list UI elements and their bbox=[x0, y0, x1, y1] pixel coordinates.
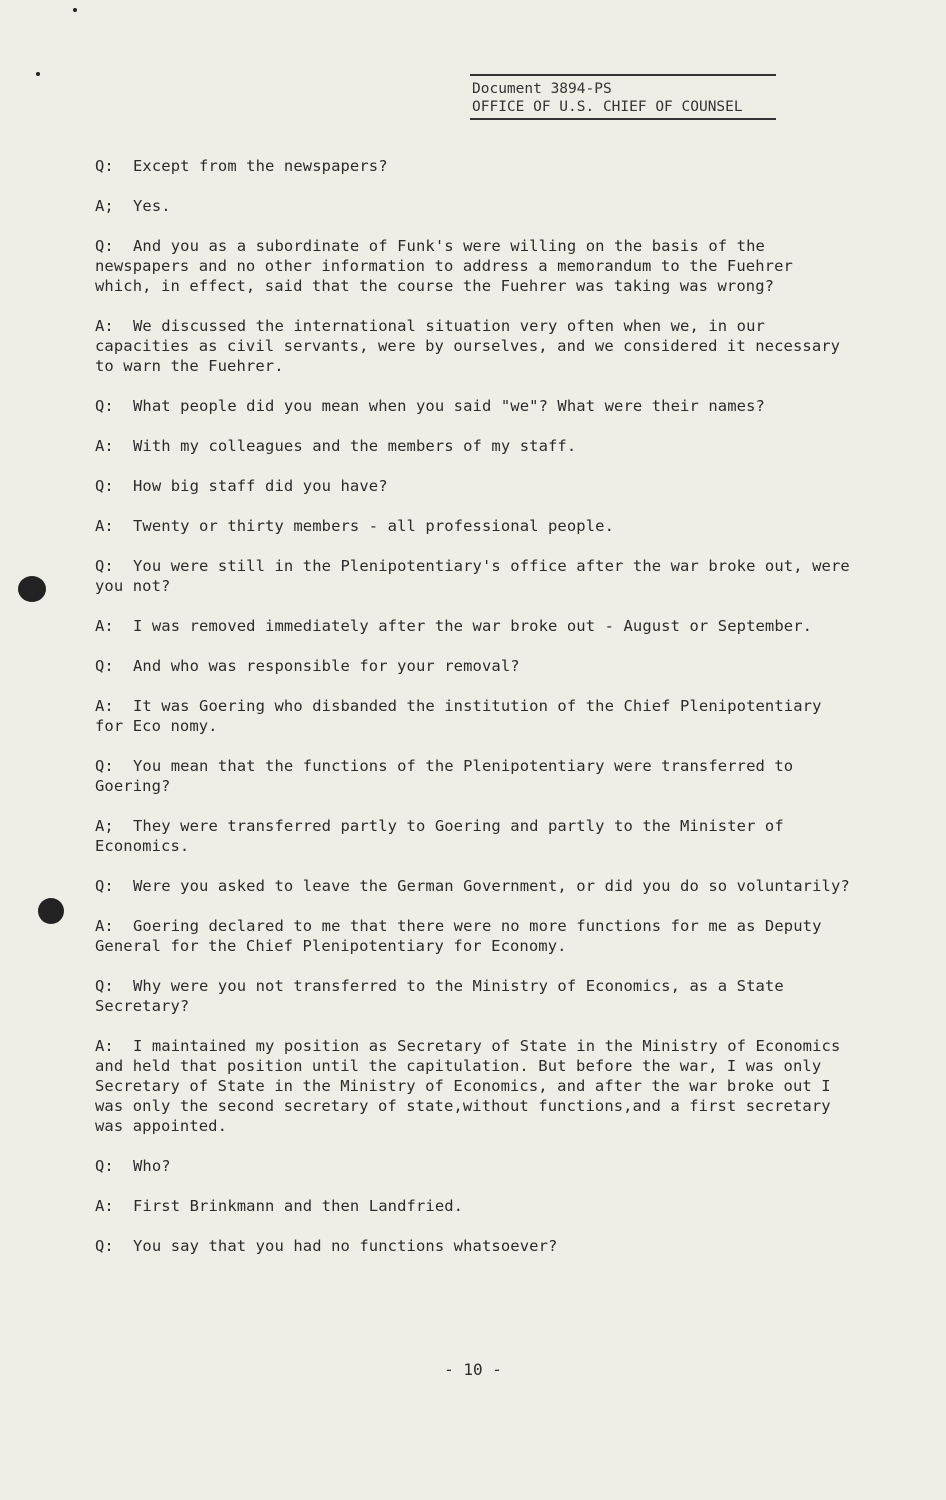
speaker-label: A: bbox=[95, 617, 114, 635]
exchange bbox=[95, 236, 855, 296]
exchange-text: And you as a subordinate of Funk's were willing on the basis of the newspapers and no other information to address a memorandum to the Fuehrer which, in effect, said that the course the Fuehrer was taking was wrong? bbox=[95, 237, 793, 295]
speaker-label: A: bbox=[95, 437, 114, 455]
page-number: - 10 - bbox=[444, 1360, 502, 1379]
exchange-text: We discussed the international situation very often when we, in our capacities as civil servants, were by ourselves, and we considered it necessary to warn the Fuehrer. bbox=[95, 317, 841, 375]
exchange bbox=[95, 756, 855, 796]
speaker-label: A: bbox=[95, 697, 114, 715]
exchange bbox=[95, 196, 855, 216]
exchange-text: Twenty or thirty members - all professional people. bbox=[133, 517, 615, 535]
speaker-label: Q: bbox=[95, 877, 114, 895]
exchange bbox=[95, 436, 855, 456]
exchange bbox=[95, 976, 855, 1016]
exchange bbox=[95, 1196, 855, 1216]
exchange-text: Yes. bbox=[133, 197, 171, 215]
speaker-label: Q: bbox=[95, 477, 114, 495]
exchange bbox=[95, 656, 855, 676]
speaker-label: Q: bbox=[95, 977, 114, 995]
speaker-label: Q: bbox=[95, 157, 114, 175]
exchange bbox=[95, 316, 855, 376]
speaker-label: A: bbox=[95, 917, 114, 935]
exchange bbox=[95, 476, 855, 496]
exchange-text: It was Goering who disbanded the institution of the Chief Plenipotentiary for Eco nomy. bbox=[95, 697, 822, 735]
exchange-text: I maintained my position as Secretary of State in the Ministry of Economics and held that position until the capitulation. But before the war, I was only Secretary of State in the Ministry of Economics, and after the war broke out I was only the second secretary of state,without functions,and a first secretary was appointed. bbox=[95, 1037, 841, 1135]
exchange bbox=[95, 696, 855, 736]
exchange-text: I was removed immediately after the war broke out - August or September. bbox=[133, 617, 813, 635]
speck-mark bbox=[73, 8, 77, 12]
exchange-text: They were transferred partly to Goering and partly to the Minister of Economics. bbox=[95, 817, 784, 855]
exchange bbox=[95, 156, 855, 176]
exchange-text: Goering declared to me that there were no more functions for me as Deputy General for the Chief Plenipotentiary for Economy. bbox=[95, 917, 822, 955]
speaker-label: A: bbox=[95, 1037, 114, 1055]
interrogation-transcript bbox=[95, 156, 855, 1276]
exchange bbox=[95, 1156, 855, 1176]
speaker-label: A: bbox=[95, 517, 114, 535]
exchange-text: Why were you not transferred to the Ministry of Economics, as a State Secretary? bbox=[95, 977, 784, 1015]
exchange-text: Were you asked to leave the German Government, or did you do so voluntarily? bbox=[133, 877, 850, 895]
exchange bbox=[95, 556, 855, 596]
exchange-text: What people did you mean when you said "we"? What were their names? bbox=[133, 397, 765, 415]
exchange bbox=[95, 616, 855, 636]
exchange-text: You say that you had no functions whatsoever? bbox=[133, 1237, 558, 1255]
exchange-text: First Brinkmann and then Landfried. bbox=[133, 1197, 464, 1215]
exchange bbox=[95, 1036, 855, 1136]
exchange-text: Who? bbox=[133, 1157, 171, 1175]
exchange-text: And who was responsible for your removal? bbox=[133, 657, 520, 675]
speaker-label: Q: bbox=[95, 237, 114, 255]
exchange-text: With my colleagues and the members of my staff. bbox=[133, 437, 577, 455]
speaker-label: A; bbox=[95, 197, 114, 215]
punch-hole-mark-bottom bbox=[38, 898, 64, 924]
speaker-label: Q: bbox=[95, 757, 114, 775]
speaker-label: Q: bbox=[95, 1157, 114, 1175]
punch-hole-mark-top bbox=[18, 576, 46, 602]
speaker-label: A: bbox=[95, 317, 114, 335]
office-name: OFFICE OF U.S. CHIEF OF COUNSEL bbox=[472, 99, 743, 115]
exchange bbox=[95, 916, 855, 956]
exchange-text: Except from the newspapers? bbox=[133, 157, 388, 175]
document-number: Document 3894-PS bbox=[472, 81, 612, 97]
speaker-label: Q: bbox=[95, 1237, 114, 1255]
speck-mark bbox=[36, 72, 40, 76]
exchange bbox=[95, 396, 855, 416]
speaker-label: Q: bbox=[95, 657, 114, 675]
exchange bbox=[95, 1236, 855, 1256]
speaker-label: Q: bbox=[95, 397, 114, 415]
speaker-label: A: bbox=[95, 1197, 114, 1215]
exchange bbox=[95, 516, 855, 536]
exchange-text: How big staff did you have? bbox=[133, 477, 388, 495]
document-header bbox=[470, 74, 776, 120]
speaker-label: A; bbox=[95, 817, 114, 835]
exchange-text: You mean that the functions of the Plenipotentiary were transferred to Goering? bbox=[95, 757, 794, 795]
exchange-text: You were still in the Plenipotentiary's office after the war broke out, were you not? bbox=[95, 557, 850, 595]
exchange bbox=[95, 816, 855, 856]
speaker-label: Q: bbox=[95, 557, 114, 575]
exchange bbox=[95, 876, 855, 896]
